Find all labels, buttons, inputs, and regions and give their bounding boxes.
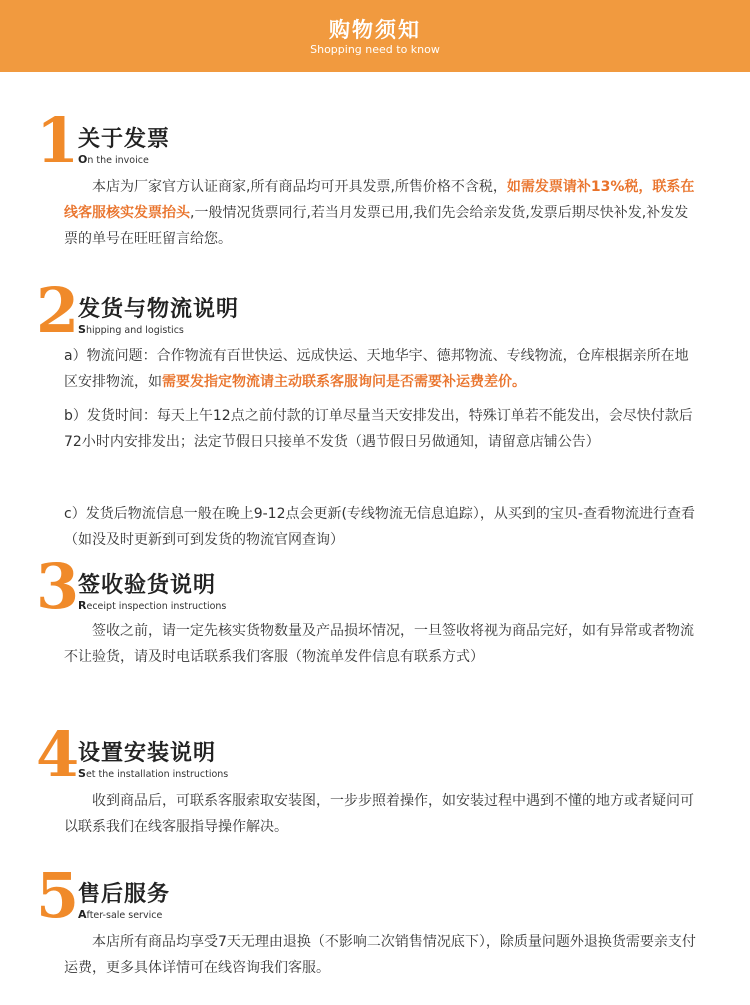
section-paragraph: b）发货时间：每天上午12点之前付款的订单尽量当天安排发出，特殊订单若不能发出，会尽快付款后72小时内安排发出；法定节假日只接单不发货（遇节假日另做通知，请留意店铺公告） bbox=[64, 408, 693, 450]
section-paragraph: 本店为厂家官方认证商家,所有商品均可开具发票,所售价格不含税，如需发票请补13%税，联系在线客服核实发票抬头,一般情况货票同行,若当月发票已用,我们先会给亲发货,发票后期尽快补发,补发发票的单号在旺旺留言给您。 bbox=[64, 179, 695, 247]
section-paragraph: 签收之前，请一定先核实货物数量及产品损坏情况，一旦签收将视为商品完好，如有异常或者物流不让验货，请及时电话联系我们客服（物流单发件信息有联系方式） bbox=[64, 623, 694, 665]
section-paragraph: 收到商品后，可联系客服索取安装图，一步步照着操作，如安装过程中遇到不懂的地方或者疑问可以联系我们在线客服指导操作解决。 bbox=[64, 793, 694, 835]
section-number: 4 bbox=[36, 718, 80, 791]
section-title: 签收验货说明 bbox=[78, 573, 217, 598]
section-title: 售后服务 bbox=[78, 882, 171, 907]
section-title: 设置安装说明 bbox=[78, 741, 217, 766]
header-banner bbox=[0, 0, 750, 72]
section-number: 3 bbox=[36, 550, 80, 623]
section-paragraph: a）物流问题：合作物流有百世快运、远成快运、天地华宇、德邦物流、专线物流，仓库根据亲所在地区安排物流，如需要发指定物流请主动联系客服询问是否需要补运费差价。 bbox=[64, 348, 689, 390]
section-title: 发货与物流说明 bbox=[78, 297, 240, 322]
section-number: 1 bbox=[36, 104, 80, 177]
section-subtitle: On the invoice bbox=[78, 153, 149, 166]
section-paragraph: 本店所有商品均享受7天无理由退换（不影响二次销售情况底下），除质量问题外退换货需要亲支付运费，更多具体详情可在线咨询我们客服。 bbox=[64, 934, 696, 976]
section-subtitle: Receipt inspection instructions bbox=[78, 599, 227, 612]
section-paragraph: c）发货后物流信息一般在晚上9-12点会更新(专线物流无信息追踪），从买到的宝贝-查看物流进行查看（如没及时更新到可到发货的物流官网查询） bbox=[64, 506, 695, 548]
section-subtitle: After-sale service bbox=[78, 908, 163, 921]
section-title: 关于发票 bbox=[78, 127, 171, 152]
section-subtitle: Set the installation instructions bbox=[78, 767, 229, 780]
page-title: 购物须知 bbox=[329, 18, 421, 42]
scalloped-edge bbox=[0, 66, 750, 78]
page-subtitle: Shopping need to know bbox=[310, 43, 440, 56]
section-number: 5 bbox=[36, 859, 80, 932]
section-number: 2 bbox=[36, 274, 80, 347]
section-subtitle: Shipping and logistics bbox=[78, 323, 184, 336]
